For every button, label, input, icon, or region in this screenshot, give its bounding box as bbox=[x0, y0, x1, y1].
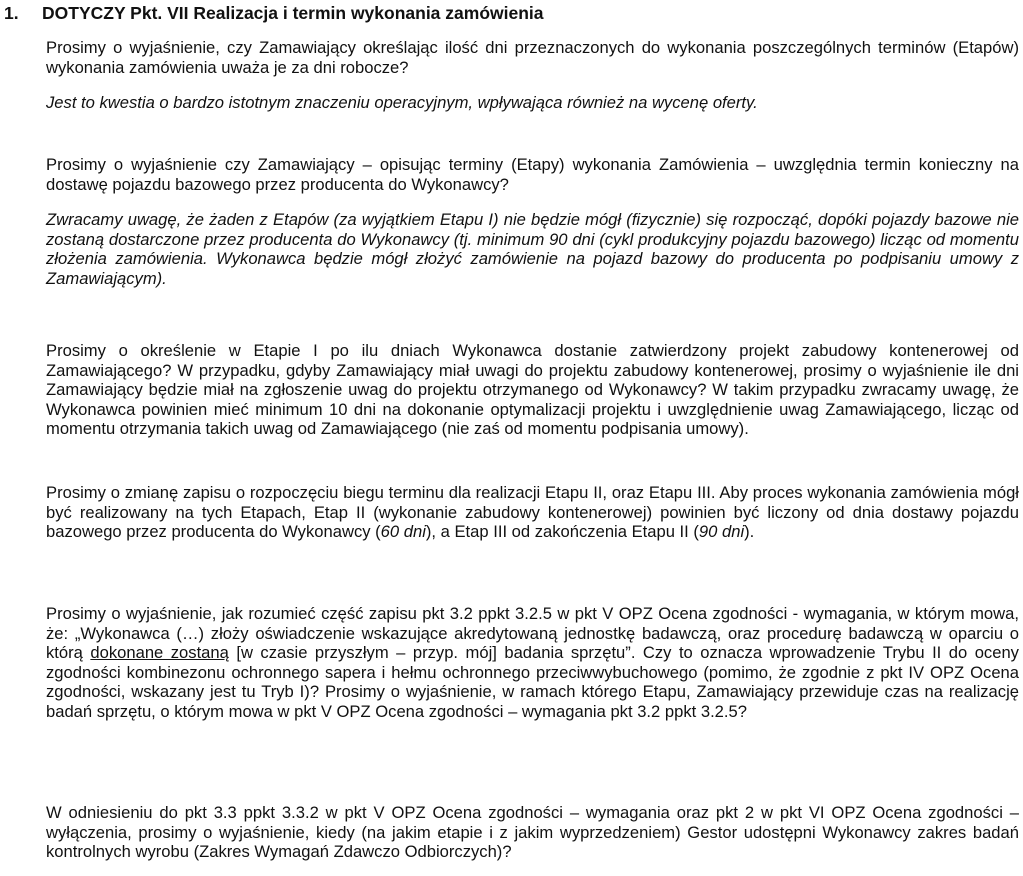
emphasis-60-days: 60 dni bbox=[380, 522, 426, 542]
paragraph-question-working-days: Prosimy o wyjaśnienie, czy Zamawiający określając ilość dni przeznaczonych do wykonania poszczególnych terminów (Etapów) wykonania zamówienia uważa je za dni robocze? bbox=[46, 38, 1019, 77]
emphasis-90-days: 90 dni bbox=[698, 522, 745, 542]
paragraph-request-stage-change bbox=[46, 483, 1019, 542]
paragraph-note-stages: Zwracamy uwagę, że żaden z Etapów (za wyjątkiem Etapu I) nie będzie mógł (fizycznie) się rozpocząć, dopóki pojazdy bazowe nie zostaną dostarczone przez producenta do Wykonawcy (tj. minimum 90 dni (cykl produkcyjny pojazdu bazowego) licząc od momentu złożenia zamówienia. Wykonawca będzie mógł złożyć zamówienie na pojazd bazowy do producenta po podpisaniu umowy z Zamawiającym). bbox=[46, 210, 1019, 288]
text-segment: Prosimy o zmianę zapisu o rozpoczęciu biegu terminu dla realizacji Etapu II, oraz Etapu III. Aby proces wykonania zamówienia mógł być realizowany na tych Etapach, Etap II (wykonanie zabudowy kontenerowej) powinien być liczony od dnia dostawy pojazdu bazowego przez producenta do Wykonawcy ( bbox=[46, 483, 1019, 542]
underlined-phrase: dokonane zostaną bbox=[90, 643, 229, 663]
text-segment: Prosimy o wyjaśnienie, jak rozumieć część zapisu pkt 3.2 ppkt 3.2.5 w pkt V OPZ Ocena zgodności - wymagania, w którym mowa, że: „Wykonawca (…) złoży oświadczenie wskazujące akredytowaną jednostkę badawczą, oraz procedurę badawczą w oparciu o którą bbox=[46, 604, 1019, 663]
section-number: 1. bbox=[4, 3, 19, 23]
paragraph-question-delivery: Prosimy o wyjaśnienie czy Zamawiający – opisując terminy (Etapy) wykonania Zamówienia – uwzględnia termin konieczny na dostawę pojazdu bazowego przez producenta do Wykonawcy? bbox=[46, 155, 1019, 194]
paragraph-note-operational: Jest to kwestia o bardzo istotnym znaczeniu operacyjnym, wpływająca również na wycenę oferty. bbox=[46, 93, 758, 112]
text-segment: ). bbox=[744, 522, 755, 542]
paragraph-question-stage-one: Prosimy o określenie w Etapie I po ilu dniach Wykonawca dostanie zatwierdzony projekt zabudowy kontenerowej od Zamawiającego? W przypadku, gdyby Zamawiający miał uwagi do projektu zabudowy kontenerowej, prosimy o wyjaśnienie ile dni Zamawiający będzie miał na zgłoszenie uwag do projektu otrzymanego od Wykonawcy? W takim przypadku zwracamy uwagę, że Wykonawca powinien mieć minimum 10 dni na dokonanie optymalizacji projektu i uwzględnienie uwag Zamawiającego, licząc od momentu otrzymania takich uwag od Zamawiającego (nie zaś od momentu podpisania umowy). bbox=[46, 341, 1019, 439]
paragraph-question-compliance bbox=[46, 604, 1019, 722]
section-title: DOTYCZY Pkt. VII Realizacja i termin wykonania zamówienia bbox=[42, 3, 544, 23]
text-segment: [w czasie przyszłym – przyp. mój] badania sprzętu”. Czy to oznacza wprowadzenie Trybu II do oceny zgodności kombinezonu ochronnego sapera i hełmu ochronnego przeciwwybuchowego (pomimo, że zgodnie z pkt IV OPZ Ocena zgodności, wskazany jest tu Tryb I)? Prosimy o wyjaśnienie, w ramach którego Etapu, Zamawiający przewiduje czas na realizację badań sprzętu, o którym mowa w pkt V OPZ Ocena zgodności – wymagania pkt 3.2 ppkt 3.2.5? bbox=[46, 643, 1019, 721]
text-segment: ), a Etap III od zakończenia Etapu II ( bbox=[425, 522, 699, 542]
section-heading bbox=[4, 2, 544, 24]
paragraph-question-control-tests: W odniesieniu do pkt 3.3 ppkt 3.3.2 w pkt V OPZ Ocena zgodności – wymagania oraz pkt 2 w pkt VI OPZ Ocena zgodności – wyłączenia, prosimy o wyjaśnienie, kiedy (na jakim etapie i z jakim wyprzedzeniem) Gestor udostępni Wykonawcy zakres badań kontrolnych wyrobu (Zakres Wymagań Zdawczo Odbiorczych)? bbox=[46, 803, 1019, 862]
